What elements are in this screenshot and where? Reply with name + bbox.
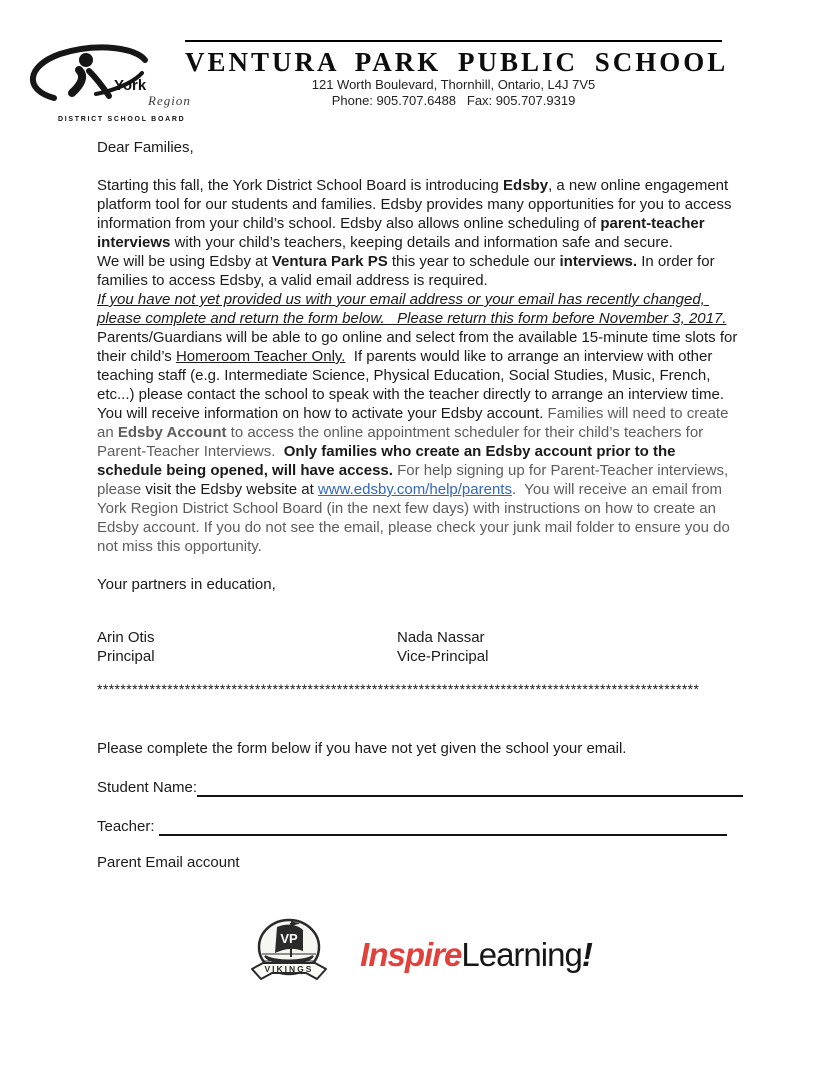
signature-block [97, 628, 743, 666]
text-run: visit the Edsby website at [145, 481, 318, 498]
text-run: this year to schedule our [387, 253, 560, 270]
student-name-line [197, 780, 743, 797]
text-run: Edsby [503, 177, 549, 194]
logo-york-text: York [114, 77, 147, 94]
edsby-help-link[interactable]: www.edsby.com/help/parents [317, 481, 512, 498]
header-rule [185, 40, 722, 42]
text-run: with your child’s teachers, keeping details and information safe and secure. [170, 234, 673, 251]
vikings-crest-logo [248, 916, 330, 994]
principal-name: Arin Otis [97, 629, 155, 646]
paragraph-return-form-notice [97, 290, 743, 328]
text-run: You will receive information on how to activate your Edsby account. [97, 405, 548, 422]
inspire-word: Inspire [360, 936, 462, 973]
letterhead-center [185, 40, 729, 108]
paragraph-account-activation [97, 404, 743, 556]
vice-principal-name: Nada Nassar [397, 629, 485, 646]
text-run: Ventura Park PS [271, 253, 388, 270]
teacher-line [159, 819, 727, 836]
text-run: Families will need to create an [97, 405, 733, 441]
logo-board-text: DISTRICT SCHOOL BOARD [58, 116, 186, 123]
inspire-learning-logo [360, 935, 592, 975]
school-address: 121 Worth Boulevard, Thornhill, Ontario, L4J 7V5 [311, 77, 596, 92]
paragraph-intro-edsby [97, 176, 743, 252]
text-run: Edsby Account [117, 424, 227, 441]
text-run: , a new online engagement platform tool for our students and families. Edsby provides many opportunities for you to access information from your child’s school. Edsby also allows online scheduling of [97, 177, 736, 232]
letterhead [0, 0, 840, 138]
text-run: Homeroom Teacher Only. [175, 348, 346, 365]
signature-vice-principal [397, 628, 697, 666]
text-run: If you have not yet provided us with your email address or your email has recently changed, please complete and return the form below. Please return this form before November 3, 2017. [97, 291, 727, 327]
crest-initials: VP [280, 931, 298, 946]
text-run: In order for families to access Edsby, a valid email address is required. [97, 253, 719, 289]
text-run: Parents/Guardians will be able to go online and select from the available 15-minute time slots for their child’s [97, 329, 742, 365]
text-run: If parents would like to arrange an interview with other teaching staff (e.g. Intermediate Science, Physical Education, Social Studies, Music, French, etc...) please contact the school to speak with the teacher directly to arrange an interview time. [97, 348, 724, 403]
york-region-swoosh-figure-icon [24, 40, 154, 110]
salutation: Dear Families, [97, 139, 194, 156]
parent-email-label: Parent Email account [97, 854, 240, 871]
school-phone-fax: Phone: 905.707.6488 Fax: 905.707.9319 [331, 92, 576, 108]
paragraph-homeroom-teacher [97, 328, 743, 404]
text-run: We will be using Edsby at [97, 253, 272, 270]
letter-body [0, 138, 840, 994]
footer-logos [97, 916, 743, 994]
viking-ship-icon [248, 916, 330, 994]
student-name-label: Student Name: [97, 779, 198, 796]
teacher-row [97, 817, 743, 836]
learning-word: Learning [461, 936, 582, 973]
student-name-row [97, 778, 743, 797]
text-run: Only families who create an Edsby account prior to the schedule being opened, will have access. [97, 443, 680, 479]
teacher-label: Teacher: [97, 818, 159, 835]
text-run: . You will receive an email from York Region District School Board (in the next few days) with instructions on how to create an Edsby account. If you do not see the email, please check your junk mail folder to ensure you do not miss this opportunity. [97, 481, 735, 555]
form-intro: Please complete the form below if you have not yet given the school your email. [97, 740, 627, 757]
crest-banner-text: VIKINGS [264, 964, 314, 974]
signature-principal [97, 628, 397, 666]
exclamation-mark: ! [581, 936, 592, 973]
school-name: VENTURA PARK PUBLIC SCHOOL [185, 47, 729, 77]
text-run: For help signing up for Parent-Teacher interviews, please [97, 462, 733, 498]
closing-line: Your partners in education, [97, 576, 276, 593]
principal-title: Principal [97, 648, 155, 665]
text-run: to access the online appointment scheduler for their child’s teachers for Parent-Teacher Interviews. [97, 424, 708, 460]
paragraph-using-edsby [97, 252, 743, 290]
asterisk-separator: ******************************************************************************************************* [97, 681, 700, 697]
vice-principal-title: Vice-Principal [397, 648, 489, 665]
logo-region-text: Region [148, 93, 191, 108]
text-run: interviews. [559, 253, 638, 270]
text-run: Starting this fall, the York District School Board is introducing [97, 177, 504, 194]
text-run: parent-teacher interviews [97, 215, 709, 251]
